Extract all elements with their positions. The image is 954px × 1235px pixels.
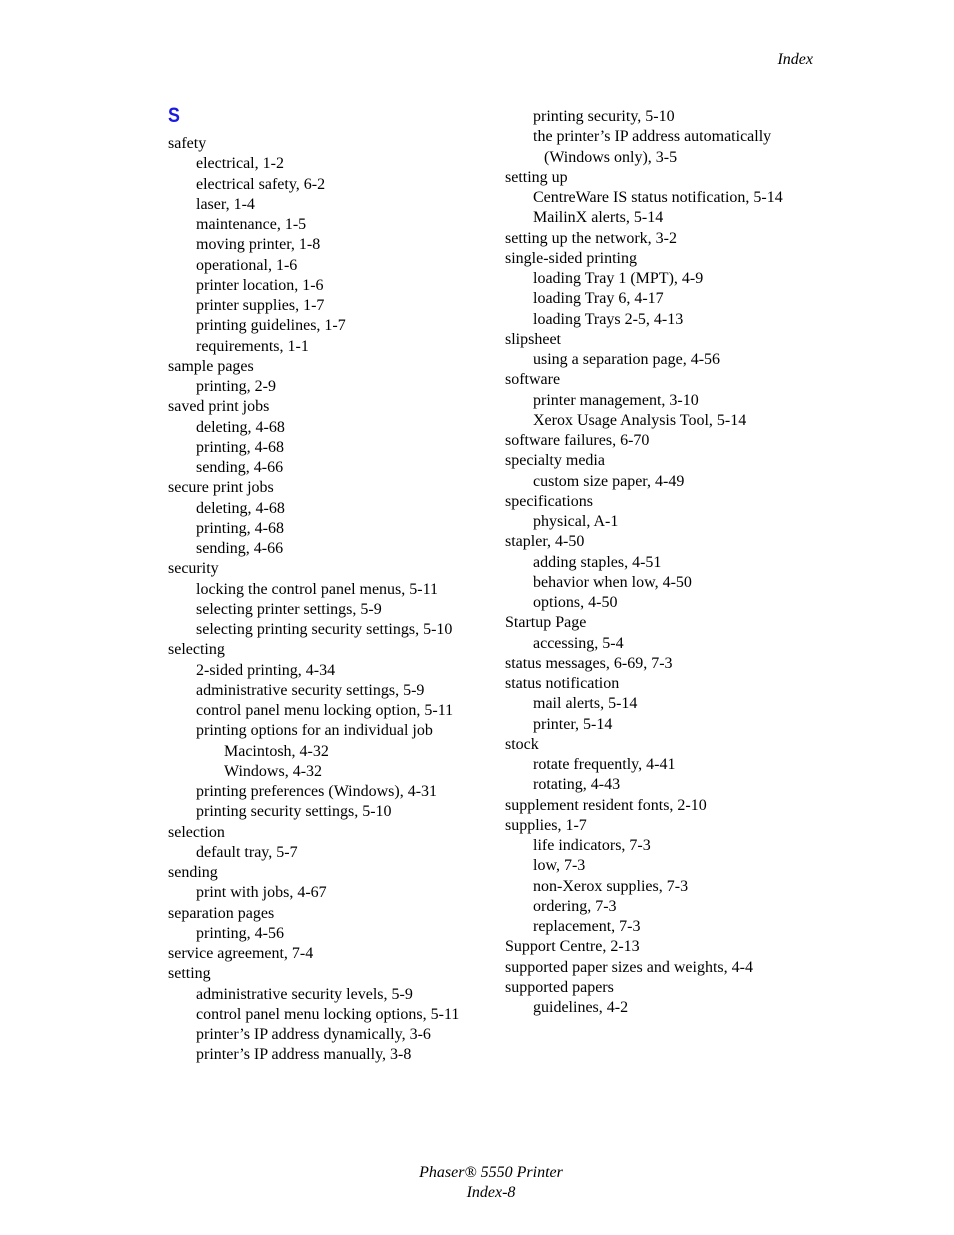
index-subentry: control panel menu locking options, 5-11 (196, 1005, 460, 1023)
footer-page-number: Index-8 (466, 1184, 516, 1201)
index-column-left (168, 134, 459, 1066)
index-subentry: printing, 4-56 (196, 924, 284, 942)
index-entry: service agreement, 7-4 (168, 945, 314, 962)
index-subentry: requirements, 1-1 (196, 337, 309, 355)
index-subentry: behavior when low, 4-50 (533, 573, 692, 591)
index-entry: status messages, 6-69, 7-3 (505, 654, 673, 672)
index-subentry: printer’s IP address dynamically, 3-6 (196, 1026, 431, 1043)
index-entry: setting up (505, 168, 568, 186)
index-subentry: printing preferences (Windows), 4-31 (196, 783, 438, 800)
index-entry: supplement resident fonts, 2-10 (505, 796, 707, 814)
index-entry: safety (168, 135, 207, 152)
index-entry: setting up the network, 3-2 (505, 229, 677, 247)
index-subentry: (Windows only), 3-5 (544, 148, 678, 166)
index-entry: sample pages (168, 357, 254, 375)
index-subentry: administrative security settings, 5-9 (196, 681, 425, 699)
index-entry: stock (505, 735, 539, 753)
index-subentry: printing security settings, 5-10 (196, 803, 392, 821)
index-subentry: loading Tray 6, 4-17 (533, 290, 664, 308)
index-subentry: mail alerts, 5-14 (533, 695, 638, 713)
index-subentry: sending, 4-66 (196, 540, 284, 557)
index-entry: sending (168, 864, 218, 881)
index-subentry: printing security, 5-10 (533, 108, 675, 125)
index-subentry: life indicators, 7-3 (533, 837, 651, 854)
index-entry: Startup Page (505, 614, 587, 632)
index-entry: supplies, 1-7 (505, 816, 587, 834)
index-entry: status notification (505, 675, 620, 692)
index-entry: security (168, 560, 219, 578)
index-entry: specifications (505, 492, 593, 510)
index-subentry: replacement, 7-3 (533, 918, 641, 935)
index-subentry: deleting, 4-68 (196, 418, 285, 436)
index-subentry: loading Trays 2-5, 4-13 (533, 310, 684, 328)
index-subentry: printing, 2-9 (196, 378, 276, 395)
index-subentry: printer, 5-14 (533, 715, 613, 733)
index-subentry: electrical safety, 6-2 (196, 175, 326, 193)
index-subentry: print with jobs, 4-67 (196, 884, 327, 902)
index-subentry: low, 7-3 (533, 857, 586, 875)
index-subentry: printer’s IP address manually, 3-8 (196, 1046, 412, 1064)
index-column-right (505, 107, 783, 1018)
index-subentry: selecting printing security settings, 5-10 (196, 621, 453, 638)
index-subentry: printing, 4-68 (196, 519, 284, 537)
index-subentry: adding staples, 4-51 (533, 553, 662, 571)
index-entry: setting (168, 965, 211, 983)
index-subentry: printer location, 1-6 (196, 276, 324, 294)
index-entry: supported papers (505, 978, 614, 996)
index-subentry: selecting printer settings, 5-9 (196, 600, 382, 618)
index-entry: slipsheet (505, 330, 561, 348)
index-subentry: locking the control panel menus, 5-11 (196, 580, 439, 598)
index-letter-heading: S (168, 104, 180, 127)
page-footer (14, 1163, 954, 1203)
index-subentry: Xerox Usage Analysis Tool, 5-14 (533, 411, 747, 429)
index-subentry: maintenance, 1-5 (196, 216, 307, 233)
index-subentry: sending, 4-66 (196, 459, 284, 476)
index-subentry: physical, A-1 (533, 513, 619, 530)
index-entry: Support Centre, 2-13 (505, 938, 640, 956)
index-entry: separation pages (168, 904, 275, 922)
index-subentry: loading Tray 1 (MPT), 4-9 (533, 270, 704, 287)
index-subentry: moving printer, 1-8 (196, 236, 321, 254)
index-subentry: custom size paper, 4-49 (533, 472, 685, 490)
index-subentry: operational, 1-6 (196, 256, 298, 274)
index-subentry: deleting, 4-68 (196, 499, 285, 517)
index-subentry: electrical, 1-2 (196, 155, 284, 173)
index-entry: selecting (168, 641, 225, 659)
index-subentry: rotate frequently, 4-41 (533, 756, 676, 773)
index-subentry: printing, 4-68 (196, 438, 284, 456)
index-subentry: control panel menu locking option, 5-11 (196, 702, 454, 719)
index-entry: specialty media (505, 452, 605, 470)
running-header: Index (777, 51, 813, 68)
index-subentry: using a separation page, 4-56 (533, 351, 721, 368)
footer-product: Phaser® 5550 Printer (419, 1164, 563, 1181)
index-entry: selection (168, 823, 225, 841)
index-subentry: non-Xerox supplies, 7-3 (533, 877, 689, 895)
index-subentry: ordering, 7-3 (533, 897, 617, 915)
index-subentry: default tray, 5-7 (196, 843, 298, 861)
index-subentry: printer supplies, 1-7 (196, 297, 325, 314)
index-subentry: printer management, 3-10 (533, 391, 699, 409)
index-subentry: the printer’s IP address automatically (533, 128, 772, 146)
index-entry: single-sided printing (505, 249, 637, 267)
index-subentry: rotating, 4-43 (533, 776, 621, 794)
index-subentry: Windows, 4-32 (224, 762, 323, 780)
index-subentry: options, 4-50 (533, 594, 618, 611)
index-subentry: MailinX alerts, 5-14 (533, 209, 664, 227)
index-entry: software failures, 6-70 (505, 432, 650, 449)
index-subentry: 2-sided printing, 4-34 (196, 661, 336, 679)
index-subentry: guidelines, 4-2 (533, 999, 629, 1016)
index-subentry: printing options for an individual job (196, 722, 433, 740)
index-entry: stapler, 4-50 (505, 533, 585, 551)
index-entry: software (505, 371, 561, 389)
index-entry: supported paper sizes and weights, 4-4 (505, 958, 753, 976)
index-subentry: laser, 1-4 (196, 195, 255, 213)
index-subentry: Macintosh, 4-32 (224, 742, 329, 760)
index-subentry: accessing, 5-4 (533, 634, 624, 652)
index-entry: saved print jobs (168, 398, 270, 416)
index-subentry: CentreWare IS status notification, 5-14 (533, 189, 783, 206)
index-subentry: administrative security levels, 5-9 (196, 985, 413, 1003)
index-entry: secure print jobs (168, 479, 274, 497)
index-subentry: printing guidelines, 1-7 (196, 317, 346, 335)
